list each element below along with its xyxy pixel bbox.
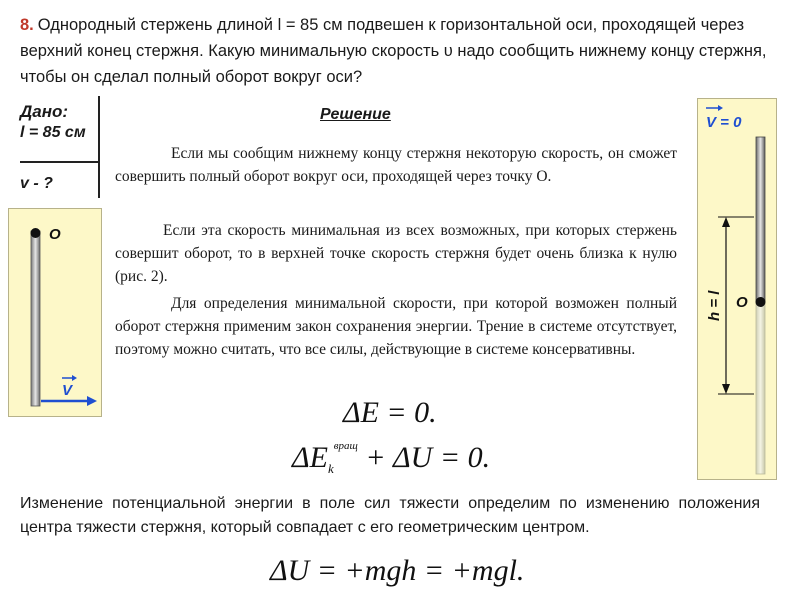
formula-energy-conservation: ΔE = 0.	[343, 396, 437, 429]
velocity-zero-label: V = 0	[706, 114, 742, 131]
solution-title: Решение	[320, 106, 391, 123]
formula-rest: + ΔU = 0.	[357, 441, 491, 474]
velocity-label: V	[62, 382, 73, 399]
given-find: v - ?	[20, 175, 53, 192]
height-arrowhead-top	[722, 217, 730, 227]
problem-statement	[20, 12, 790, 90]
figure-top-position	[697, 98, 777, 480]
figure-initial-position	[8, 208, 102, 417]
height-label: h = l	[706, 290, 723, 321]
figure-top-svg	[698, 99, 776, 479]
formula-subscript: k	[327, 461, 334, 476]
rod-ghost-lower	[756, 299, 765, 474]
figure-initial-svg	[9, 209, 101, 416]
velocity-arrowhead	[87, 396, 97, 406]
given-length: l = 85 см	[20, 124, 86, 141]
pivot-label: O	[49, 226, 61, 243]
given-title: Дано:	[20, 102, 69, 121]
pivot-label: O	[736, 294, 748, 311]
velocity-vector-mark-head	[718, 105, 723, 111]
pivot-point	[756, 297, 766, 307]
given-divider-vertical	[98, 96, 100, 198]
solution-paragraph-2: Если эта скорость минимальная из всех возможных, при которых стержень совершит оборот, то в верхней точке скорость стержня будет очень близка к нулю (рис. 2).	[115, 222, 677, 285]
formula-superscript: вращ	[333, 440, 358, 452]
velocity-vector-mark-head	[72, 375, 77, 381]
solution-paragraph-1: Если мы сообщим нижнему концу стержня некоторую скорость, он сможет совершить полный оборот вокруг оси, проходящей через точку О.	[115, 145, 677, 185]
bottom-paragraph: Изменение потенциальной энергии в поле сил тяжести определим по изменению положения центра тяжести стержня, который совпадает с его геометрическим центром.	[20, 495, 760, 536]
problem-text: Однородный стержень длиной l = 85 см подвешен к горизонтальной оси, проходящей через верхний конец стержня. Какую минимальную скорость υ надо сообщить нижнему концу стержня, чтобы он сделал полный оборот вокруг оси?	[20, 16, 767, 86]
solution-paragraph-3: Для определения минимальной скорости, при которой возможен полный оборот стержня применим закон сохранения энергии. Трение в системе отсутствует, поэтому можно считать, что все силы, действующие в системе консервативны.	[115, 295, 677, 358]
formula-energy-balance	[292, 440, 490, 477]
given-divider-horizontal	[20, 161, 100, 163]
problem-number: 8.	[20, 16, 34, 34]
rod	[31, 231, 40, 406]
pivot-point	[31, 228, 41, 238]
formula-delta-e: ΔE	[292, 441, 328, 474]
rod	[756, 137, 765, 302]
height-arrowhead-bottom	[722, 384, 730, 394]
formula-potential-energy: ΔU = +mgh = +mgl.	[270, 554, 525, 587]
